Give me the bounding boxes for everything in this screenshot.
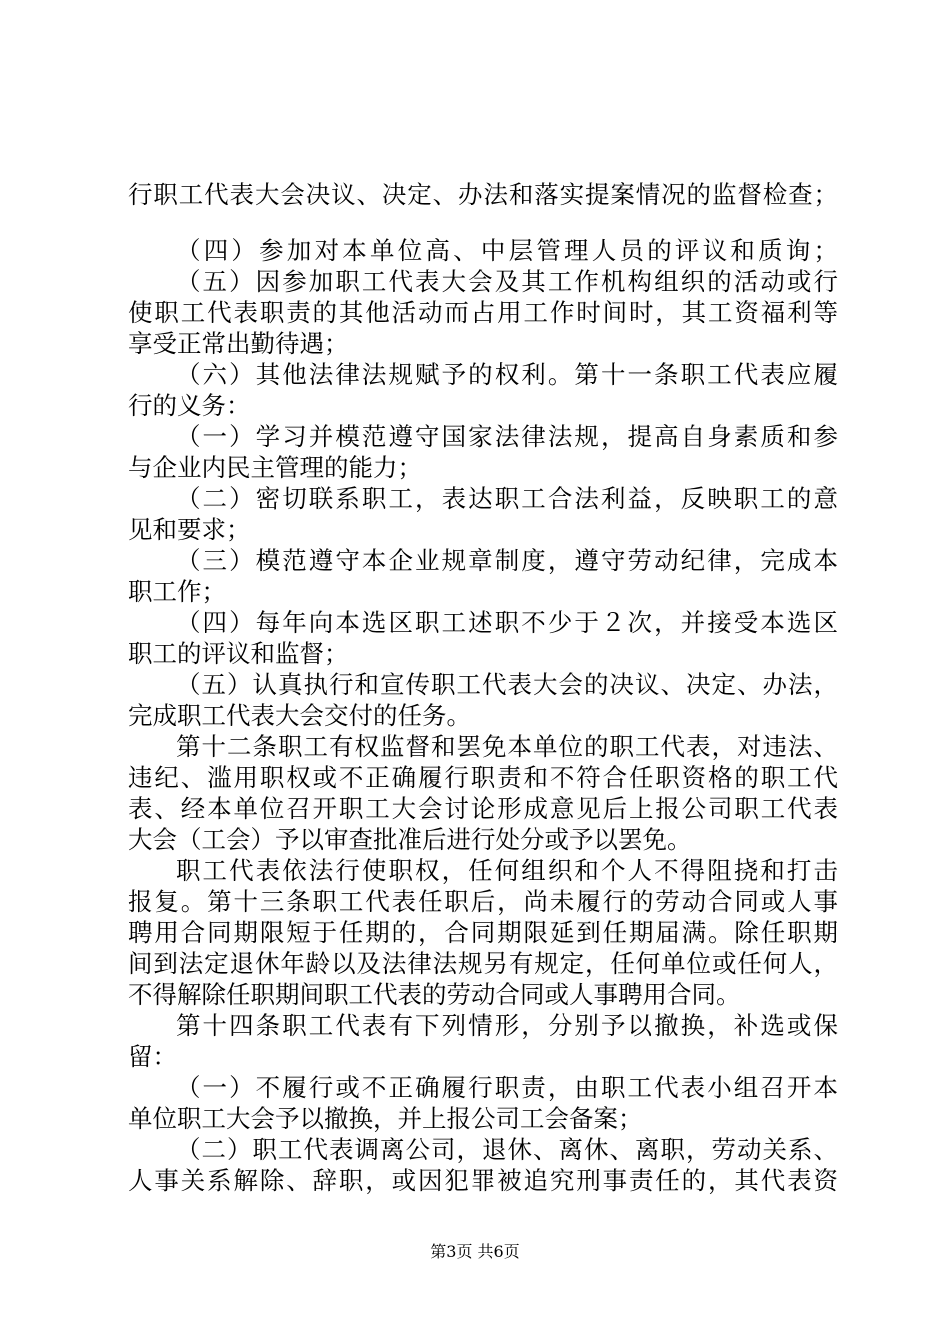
paragraph-line: （二）职工代表调离公司，退休、离休、离职，劳动关系、 xyxy=(176,1135,838,1164)
paragraph-line: 表、经本单位召开职工大会讨论形成意见后上报公司职工代表 xyxy=(128,794,838,823)
paragraph-line: 聘用合同期限短于任期的，合同期限延到任期届满。除任职期 xyxy=(128,918,838,947)
paragraph-line: 违纪、滥用职权或不正确履行职责和不符合任职资格的职工代 xyxy=(128,763,838,792)
paragraph-line: 与企业内民主管理的能力； xyxy=(128,453,422,482)
paragraph-line: （四）每年向本选区职工述职不少于２次，并接受本选区 xyxy=(176,608,838,637)
paragraph-line: 留： xyxy=(128,1042,177,1071)
paragraph-line: 人事关系解除、辞职，或因犯罪被追究刑事责任的，其代表资 xyxy=(128,1166,838,1195)
paragraph-line: （二）密切联系职工，表达职工合法利益，反映职工的意 xyxy=(176,484,838,513)
page-number-footer: 第3页 共6页 xyxy=(430,1242,520,1261)
paragraph-line: （一）不履行或不正确履行职责，由职工代表小组召开本 xyxy=(176,1073,838,1102)
paragraph-line: 完成职工代表大会交付的任务。 xyxy=(128,701,471,730)
paragraph-line: （四）参加对本单位高、中层管理人员的评议和质询； xyxy=(176,236,838,265)
paragraph-line: 第十二条职工有权监督和罢免本单位的职工代表，对违法、 xyxy=(176,732,838,761)
paragraph-line: 职工的评议和监督； xyxy=(128,639,349,668)
paragraph-line: （五）因参加职工代表大会及其工作机构组织的活动或行 xyxy=(176,267,838,296)
paragraph-line: （五）认真执行和宣传职工代表大会的决议、决定、办法， xyxy=(176,670,838,699)
paragraph-line: （六）其他法律法规赋予的权利。第十一条职工代表应履 xyxy=(176,360,838,389)
paragraph-line: 职工作； xyxy=(128,577,226,606)
paragraph-line: 行职工代表大会决议、决定、办法和落实提案情况的监督检查； xyxy=(128,180,838,209)
paragraph-line: 间到法定退休年龄以及法律法规另有规定，任何单位或任何人， xyxy=(128,949,838,978)
paragraph-line: 报复。第十三条职工代表任职后，尚未履行的劳动合同或人事 xyxy=(128,887,838,916)
paragraph-line: 职工代表依法行使职权，任何组织和个人不得阻挠和打击 xyxy=(176,856,838,885)
paragraph-line: 大会（工会）予以审查批准后进行处分或予以罢免。 xyxy=(128,825,692,854)
paragraph-line: （一）学习并模范遵守国家法律法规，提高自身素质和参 xyxy=(176,422,838,451)
paragraph-line: 不得解除任职期间职工代表的劳动合同或人事聘用合同。 xyxy=(128,980,741,1009)
paragraph-line: 享受正常出勤待遇； xyxy=(128,329,349,358)
paragraph-line: 见和要求； xyxy=(128,515,251,544)
paragraph-line: 行的义务： xyxy=(128,391,251,420)
paragraph-line: 单位职工大会予以撤换，并上报公司工会备案； xyxy=(128,1104,643,1133)
paragraph-line: 使职工代表职责的其他活动而占用工作时间时，其工资福利等 xyxy=(128,298,838,327)
paragraph-line: 第十四条职工代表有下列情形，分别予以撤换，补选或保 xyxy=(176,1011,838,1040)
paragraph-line: （三）模范遵守本企业规章制度，遵守劳动纪律，完成本 xyxy=(176,546,838,575)
